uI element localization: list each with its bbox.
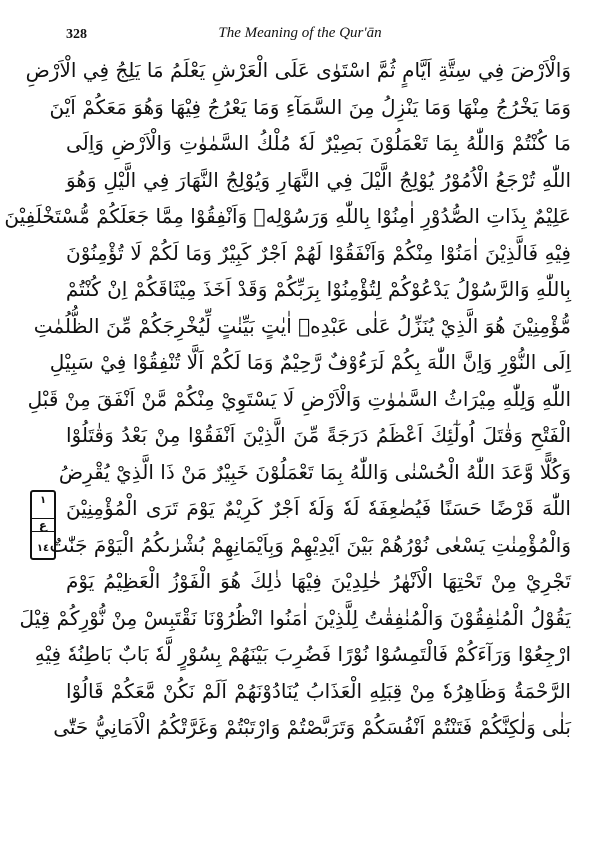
- text-line-8: مُّؤْمِنِيْنَ هُوَ الَّذِيْ يُنَزِّلُ عَلٰى عَبْدِهٖ اٰيٰتٍ بَيِّنٰتٍ لِّيُخْرِجَكُمْ مِّنَ الظُّلُمٰتِ: [33, 313, 571, 338]
- text-line-1: وَالْاَرْضَ فِي سِتَّةِ اَيَّامٍ ثُمَّ اسْتَوٰى عَلَى الْعَرْشِ يَعْلَمُ مَا يَلِجُ فِي الْاَرْضِ: [25, 58, 571, 82]
- ruku-marker-bottom: ١٤: [36, 543, 50, 554]
- text-line-19: بَلٰى وَلٰكِنَّكُمْ فَتَنْتُمْ اَنْفُسَكُمْ وَتَرَبَّصْتُمْ وَارْتَبْتُمْ وَغَرَّتْكُمُ الْاَمَانِيُّ حَتّٰى: [53, 715, 571, 739]
- text-line-5: عَلِيْمٌ بِذَاتِ الصُّدُوْرِ اٰمِنُوْا بِاللّٰهِ وَرَسُوْلِهٖ وَاَنْفِقُوْا مِمَّا جَعَلَكُمْ مُّسْتَخْلَفِيْنَ: [4, 204, 571, 228]
- text-line-4: اللّٰهِ تُرْجَعُ الْاُمُوْرُ يُوْلِجُ الَّيْلَ فِي النَّهَارِ وَيُوْلِجُ النَّهَارَ فِي الَّيْلِ وَهُوَ: [66, 167, 571, 192]
- text-line-7: بِاللّٰهِ وَالرَّسُوْلُ يَدْعُوْكُمْ لِتُؤْمِنُوْا بِرَبِّكُمْ وَقَدْ اَخَذَ مِيْثَاقَكُمْ اِنْ كُنْتُمْ: [65, 277, 571, 301]
- text-line-12: وَكُلًّا وَّعَدَ اللّٰهُ الْحُسْنٰى وَاللّٰهُ بِمَا تَعْمَلُوْنَ خَبِيْرٌ مَنْ ذَا الَّذِيْ يُقْرِضُ: [58, 459, 571, 484]
- text-line-2: وَمَا يَخْرُجُ مِنْهَا وَمَا يَنْزِلُ مِنَ السَّمَآءِ وَمَا يَعْرُجُ فِيْهَا وَهُوَ مَعَكُمْ اَيْنَ: [49, 94, 571, 119]
- text-line-13: اللّٰهَ قَرْضًا حَسَنًا فَيُضٰعِفَهٗ لَهٗ وَلَهٗ اَجْرٌ كَرِيْمٌ يَوْمَ تَرَى الْمُؤْمِنِيْنَ: [66, 496, 571, 520]
- text-line-3: مَا كُنْتُمْ وَاللّٰهُ بِمَا تَعْمَلُوْنَ بَصِيْرٌ لَهٗ مُلْكُ السَّمٰوٰتِ وَالْاَرْضِ وَاِلَى: [66, 131, 571, 155]
- text-line-10: اللّٰهِ وَلِلّٰهِ مِيْرَاثُ السَّمٰوٰتِ وَالْاَرْضِ لَا يَسْتَوِيْ مِنْكُمْ مَّنْ اَنْفَقَ مِنْ قَبْلِ: [27, 386, 571, 411]
- ruku-marker-middle: ع: [32, 518, 54, 532]
- text-line-17: ارْجِعُوْا وَرَآءَكُمْ فَالْتَمِسُوْا نُوْرًا فَضُرِبَ بَيْنَهُمْ بِسُوْرٍ لَّهٗ بَابٌ بَاطِنُهٗ فِيْهِ: [34, 642, 571, 666]
- page-number: 328: [66, 27, 87, 42]
- ruku-marker-top: ١: [39, 495, 47, 506]
- text-line-16: يَقُوْلُ الْمُنٰفِقُوْنَ وَالْمُنٰفِقٰتُ لِلَّذِيْنَ اٰمَنُوا انْظُرُوْنَا نَقْتَبِسْ مِنْ نُّوْرِكُمْ قِيْلَ: [19, 605, 571, 630]
- text-line-11: الْفَتْحِ وَقٰتَلَ اُولٰٓئِكَ اَعْظَمُ دَرَجَةً مِّنَ الَّذِيْنَ اَنْفَقُوْا مِنْ بَعْدُ وَقٰتَلُوْا: [66, 423, 571, 447]
- text-line-9: اِلَى النُّوْرِ وَاِنَّ اللّٰهَ بِكُمْ لَرَءُوْفٌ رَّحِيْمٌ وَمَا لَكُمْ اَلَّا تُنْفِقُوْا فِيْ سَبِيْلِ: [49, 350, 571, 374]
- text-line-18: الرَّحْمَةُ وَظَاهِرُهٗ مِنْ قِبَلِهِ الْعَذَابُ يُنَادُوْنَهُمْ اَلَمْ نَكُنْ مَّعَكُمْ قَالُوْا: [66, 678, 571, 703]
- text-line-6: فِيْهِ فَالَّذِيْنَ اٰمَنُوْا مِنْكُمْ وَاَنْفَقُوْا لَهُمْ اَجْرٌ كَبِيْرٌ وَمَا لَكُمْ لَا تُؤْمِنُوْنَ: [66, 240, 571, 265]
- text-line-14: وَالْمُؤْمِنٰتِ يَسْعٰى نُوْرُهُمْ بَيْنَ اَيْدِيْهِمْ وَبِاَيْمَانِهِمْ بُشْرٰىكُمُ الْيَوْمَ جَنّٰتٌ: [49, 532, 571, 557]
- running-title: The Meaning of the Qur'ān: [218, 25, 382, 41]
- text-line-15: تَجْرِيْ مِنْ تَحْتِهَا الْاَنْهٰرُ خٰلِدِيْنَ فِيْهَا ذٰلِكَ هُوَ الْفَوْزُ الْعَظِيْمُ يَوْمَ: [66, 569, 571, 593]
